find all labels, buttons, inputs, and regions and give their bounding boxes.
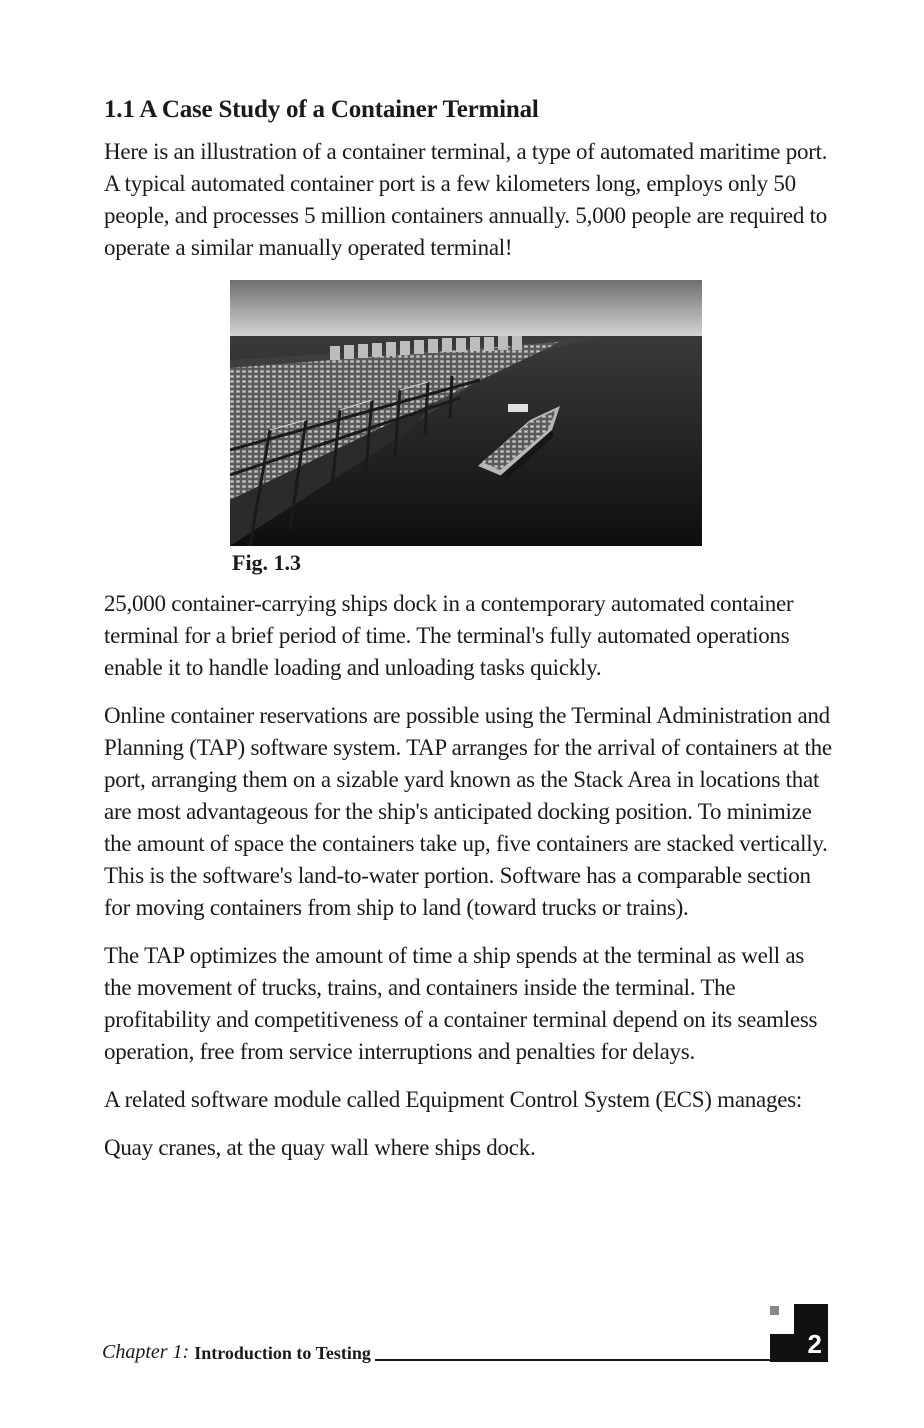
page-number-badge xyxy=(770,1304,828,1362)
page-content xyxy=(104,96,834,1180)
paragraph-6: Quay cranes, at the quay wall where ships dock. xyxy=(104,1135,536,1160)
paragraph-5: A related software module called Equipment Control System (ECS) manages: xyxy=(104,1087,803,1112)
badge-square-icon xyxy=(770,1306,779,1315)
footer-chapter-title: Introduction to Testing xyxy=(194,1343,371,1363)
figure-caption: Fig. 1.3 xyxy=(232,550,302,575)
page-footer xyxy=(102,1336,770,1364)
paragraph-4: The TAP optimizes the amount of time a ship spends at the terminal as well as the movement of trucks, trains, and containers inside the terminal. The profitability and competitiveness of a container terminal depend on its seamless operation, free from service interruptions and penalties for delays. xyxy=(104,943,818,1064)
footer-rule xyxy=(375,1359,770,1361)
paragraph-2: 25,000 container-carrying ships dock in a contemporary automated container terminal for a brief period of time. The terminal's fully automated operations enable it to handle loading and unloading tasks quickly. xyxy=(104,591,794,680)
footer-chapter-label: Chapter 1: xyxy=(102,1341,190,1363)
container-terminal-image xyxy=(230,280,702,546)
figure xyxy=(230,280,702,580)
paragraph-intro: Here is an illustration of a container terminal, a type of automated maritime port. A typical automated container port is a few kilometers long, employs only 50 people, and processes 5 million containers annually. 5,000 people are required to operate a similar manually operated terminal! xyxy=(104,139,828,260)
section-title: 1.1 A Case Study of a Container Terminal xyxy=(104,96,539,123)
page-number: 2 xyxy=(807,1329,822,1359)
paragraph-3: Online container reservations are possible using the Terminal Administration and Planning (TAP) software system. TAP arranges for the arrival of containers at the port, arranging them on a sizable yard known as the Stack Area in locations that are most advantageous for the ship's anticipated docking position. To minimize the amount of space the containers take up, five containers are stacked vertically. This is the software's land-to-water portion. Software has a comparable section for moving containers from ship to land (toward trucks or trains). xyxy=(104,703,832,920)
